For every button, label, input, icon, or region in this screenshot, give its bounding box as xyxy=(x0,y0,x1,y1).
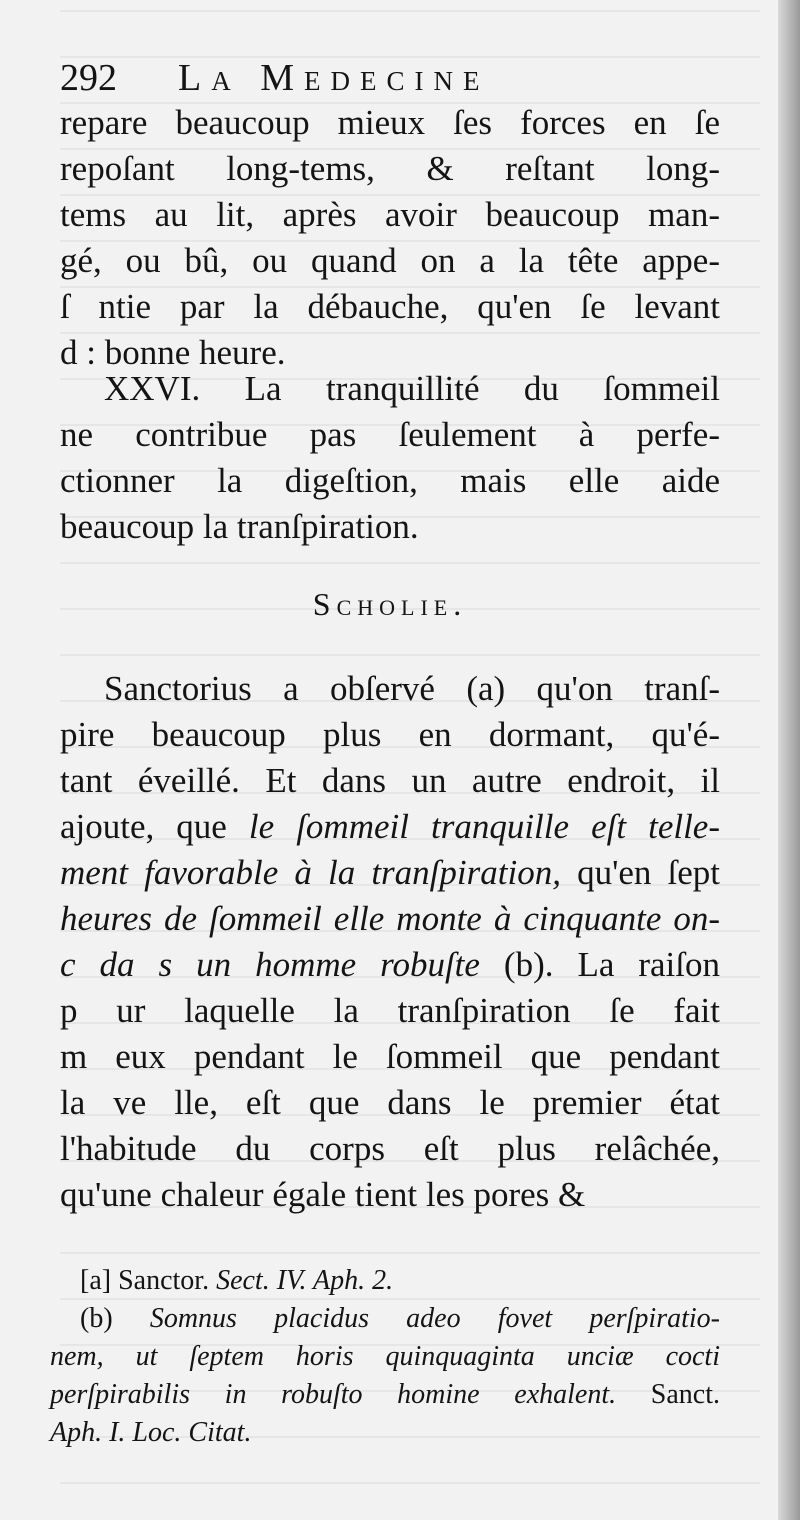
text-line: ſ ntie par la débauche, qu'en ſe levant xyxy=(60,287,720,326)
text-line: p ur laquelle la tranſpiration ſe fait xyxy=(60,991,720,1030)
text-line xyxy=(60,850,720,896)
footnote-b-line xyxy=(50,1376,720,1414)
text-line: gé, ou bû, ou quand on a la tête appe- xyxy=(60,241,720,280)
footnote-b-line: Aph. I. Loc. Citat. xyxy=(50,1417,252,1448)
page-number: 292 xyxy=(60,57,117,99)
scholie-paragraph xyxy=(60,666,720,1218)
text-line: m eux pendant le ſommeil que pendant xyxy=(60,1037,720,1076)
section-heading: Scholie. xyxy=(312,586,468,622)
text-line xyxy=(60,804,720,850)
text-line: XXVI. La tranquillité du ſommeil xyxy=(104,369,720,408)
roman-text: qu'en ſept xyxy=(560,853,720,892)
footnote-reference: Sanct. xyxy=(616,1379,720,1410)
text-line: qu'une chaleur égale tient les pores & xyxy=(60,1175,586,1214)
footnote-text: Sanctor. xyxy=(118,1265,217,1296)
italic-quote: c da s un homme robuſte xyxy=(60,945,480,984)
italic-quote: le ſommeil tranquille eſt telle- xyxy=(248,807,720,846)
paragraph-continuation xyxy=(60,100,720,376)
footnote-marker: (b) xyxy=(80,1303,150,1334)
footnote-text: Somnus placidus adeo fovet perſpiratio- xyxy=(149,1303,720,1334)
footnote-b-line: nem, ut ſeptem horis quinquaginta unciæ cocti xyxy=(50,1341,720,1372)
roman-text: ajoute, que xyxy=(60,807,249,846)
running-title: La Medecine xyxy=(178,57,490,99)
text-line: beaucoup la tranſpiration. xyxy=(60,507,419,546)
text-line: tems au lit, après avoir beaucoup man- xyxy=(60,195,720,234)
footnote-marker: [a] xyxy=(80,1265,119,1296)
text-line: l'habitude du corps eſt plus relâchée, xyxy=(60,1129,720,1168)
footnote-text: perſpirabilis in robuſto homine exhalent. xyxy=(50,1379,617,1410)
footnotes xyxy=(50,1262,720,1452)
text-line: heures de ſommeil elle monte à cinquante on- xyxy=(60,899,720,938)
aphorism-xxvi xyxy=(60,366,720,550)
roman-text: (b). La raiſon xyxy=(479,945,721,984)
text-line xyxy=(60,942,720,988)
text-line: tant éveillé. Et dans un autre endroit, il xyxy=(60,761,720,800)
text-line: ne contribue pas ſeulement à perfe- xyxy=(60,415,720,454)
footnote-a xyxy=(50,1262,720,1300)
text-line: d : bonne heure. xyxy=(60,333,286,372)
text-line: repoſant long-tems, & reſtant long- xyxy=(60,149,720,188)
page-edge-shadow xyxy=(778,0,800,1520)
footnote-b-line xyxy=(50,1300,720,1338)
text-line: repare beaucoup mieux ſes forces en ſe xyxy=(60,103,720,142)
running-head xyxy=(60,56,489,100)
italic-quote: ment favorable à la tranſpiration, xyxy=(60,853,561,892)
footnote-reference: Sect. IV. Aph. 2. xyxy=(216,1265,394,1296)
text-line: pire beaucoup plus en dormant, qu'é- xyxy=(60,715,720,754)
text-line: ctionner la digeſtion, mais elle aide xyxy=(60,461,720,500)
text-line: la ve lle, eſt que dans le premier état xyxy=(60,1083,720,1122)
text-line: Sanctorius a obſervé (a) qu'on tranſ- xyxy=(104,669,720,708)
